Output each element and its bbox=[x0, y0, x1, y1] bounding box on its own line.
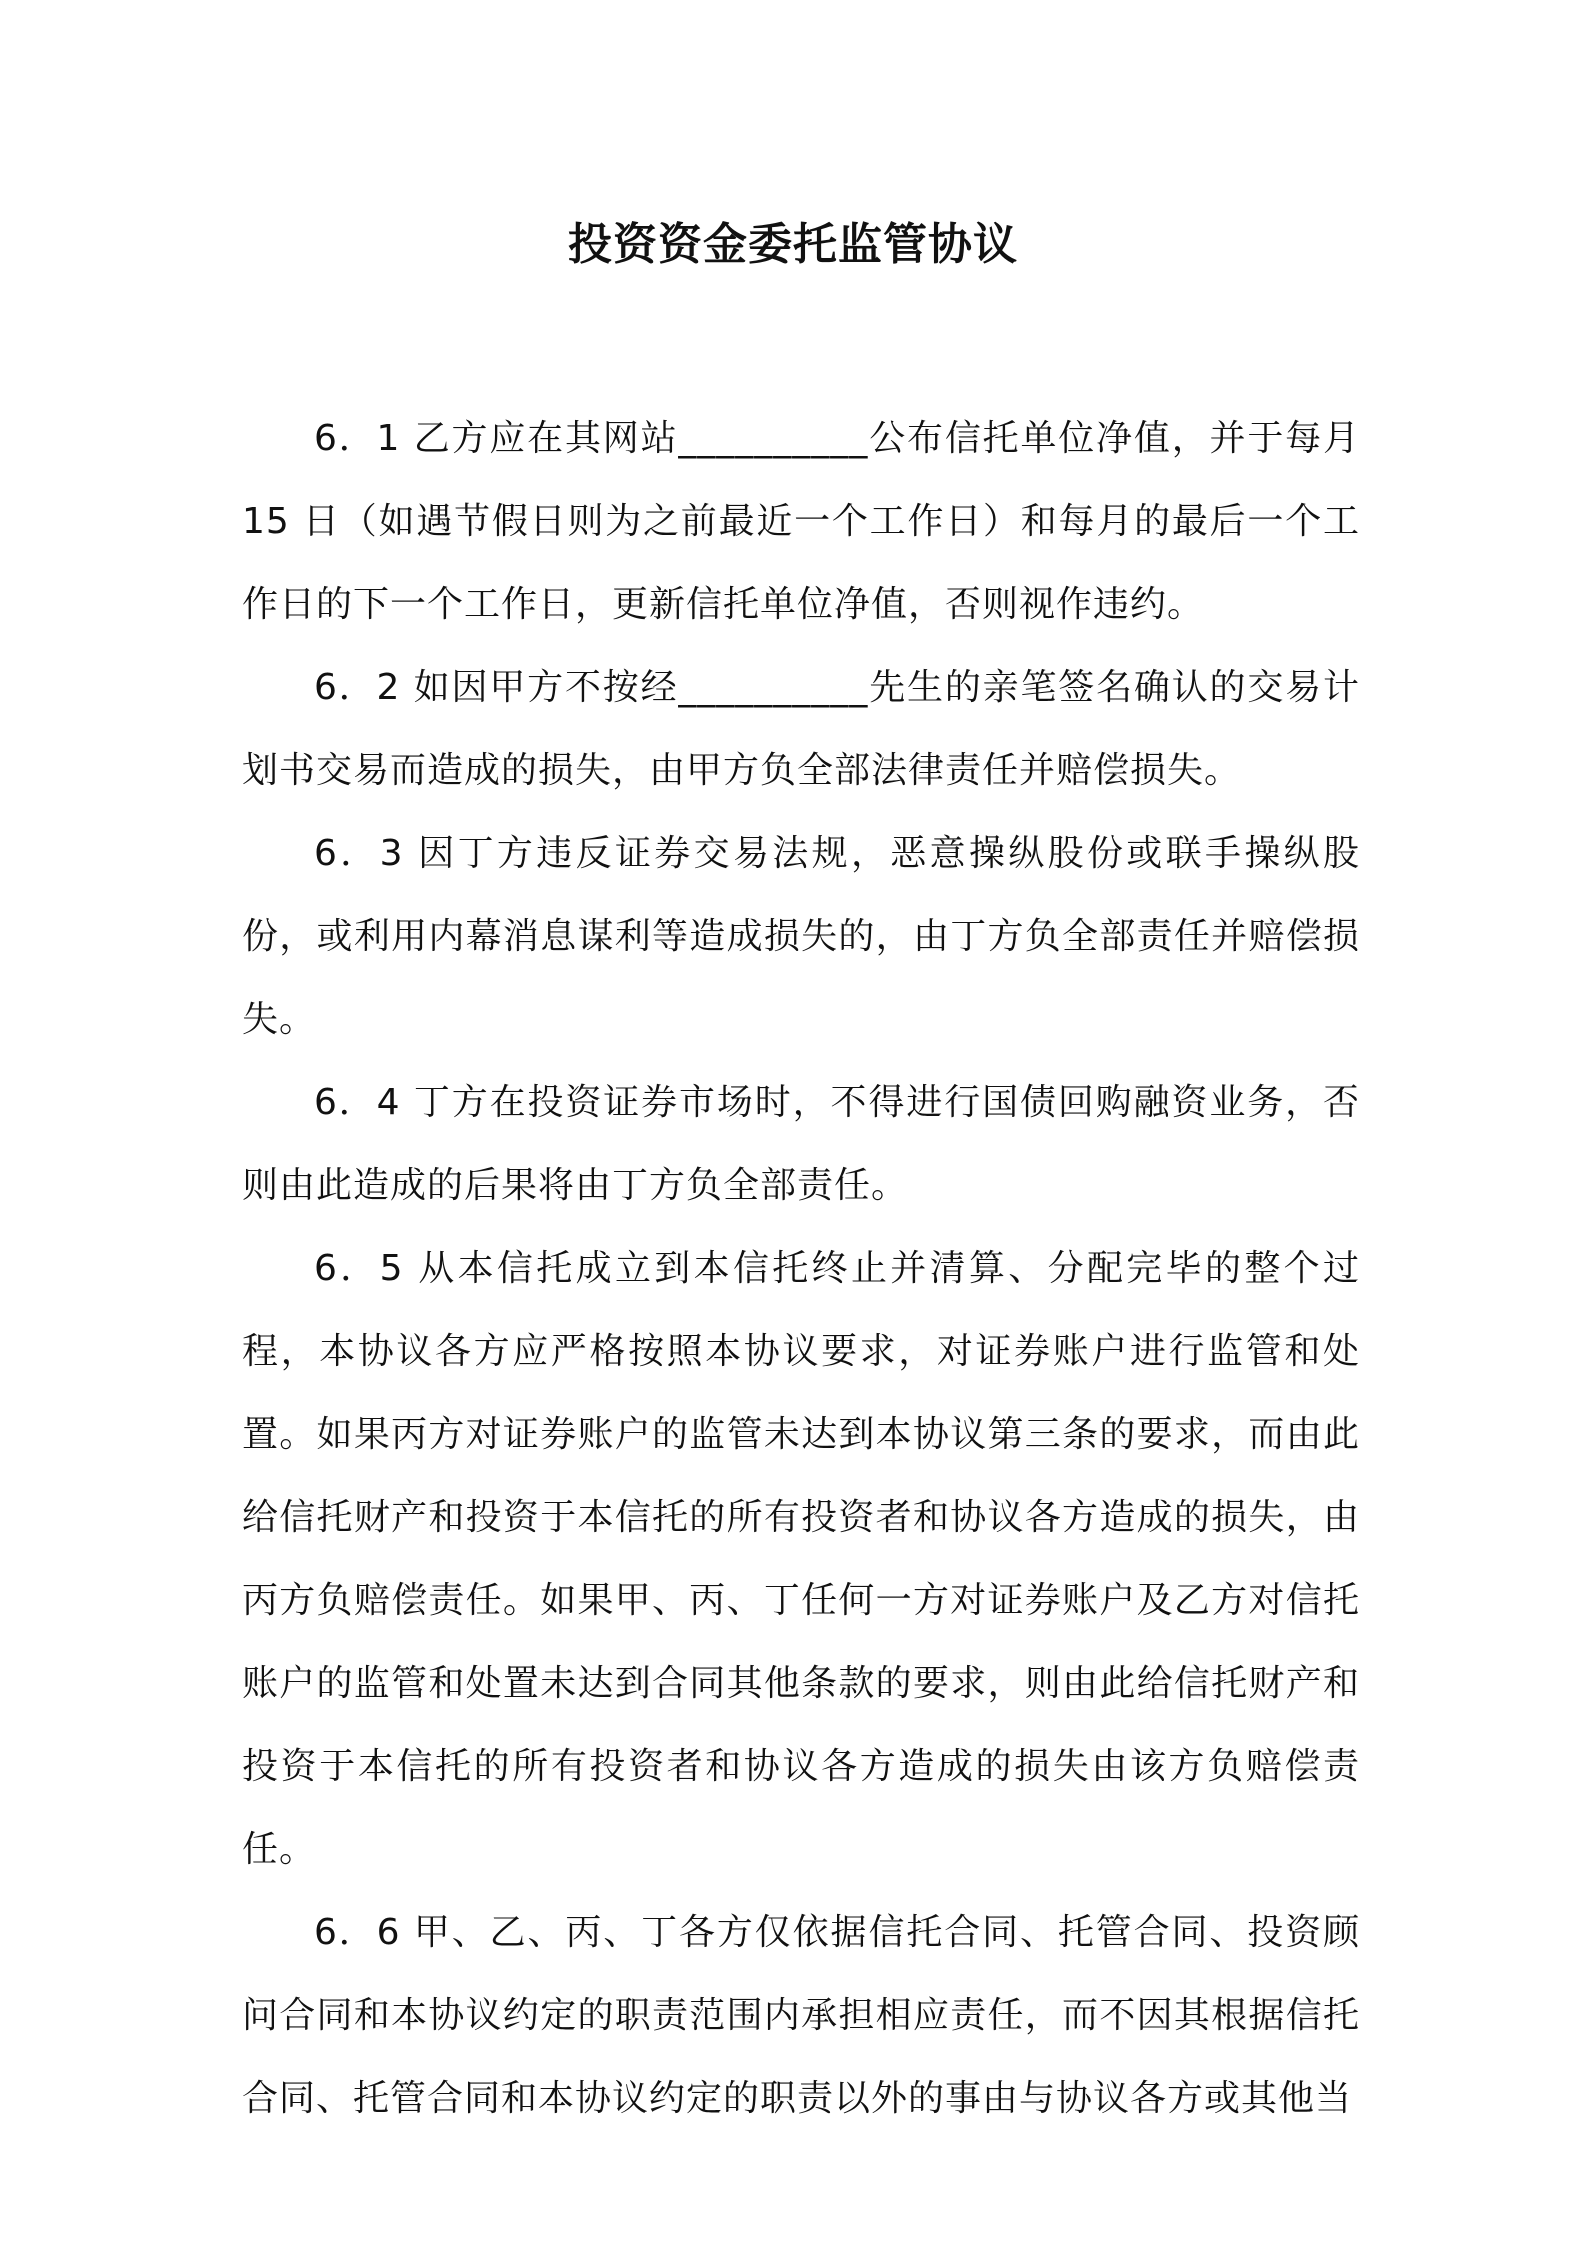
document-body bbox=[242, 397, 1360, 2140]
clause-6-4: 6．4 丁方在投资证券市场时，不得进行国债回购融资业务，否则由此造成的后果将由丁方负全部责任。 bbox=[242, 1082, 1360, 1206]
clause-6-5: 6．5 从本信托成立到本信托终止并清算、分配完毕的整个过程，本协议各方应严格按照本协议要求，对证券账户进行监管和处置。如果丙方对证券账户的监管未达到本协议第三条的要求，而由此给信托财产和投资于本信托的所有投资者和协议各方造成的损失，由丙方负赔偿责任。如果甲、丙、丁任何一方对证券账户及乙方对信托账户的监管和处置未达到合同其他条款的要求，则由此给信托财产和投资于本信托的所有投资者和协议各方造成的损失由该方负赔偿责任。 bbox=[242, 1248, 1360, 1870]
clause-6-1: 6．1 乙方应在其网站__________公布信托单位净值，并于每月15 日（如遇节假日则为之前最近一个工作日）和每月的最后一个工作日的下一个工作日，更新信托单位净值，否则视作违约。 bbox=[242, 418, 1360, 625]
document-title: 投资资金委托监管协议 bbox=[568, 219, 1018, 270]
clause-6-3: 6．3 因丁方违反证券交易法规，恶意操纵股份或联手操纵股份，或利用内幕消息谋利等造成损失的，由丁方负全部责任并赔偿损失。 bbox=[242, 833, 1360, 1040]
clause-6-6: 6．6 甲、乙、丙、丁各方仅依据信托合同、托管合同、投资顾问合同和本协议约定的职责范围内承担相应责任，而不因其根据信托合同、托管合同和本协议约定的职责以外的事由与协议各方或其他当 bbox=[242, 1912, 1360, 2119]
clause-6-2: 6．2 如因甲方不按经__________先生的亲笔签名确认的交易计划书交易而造成的损失，由甲方负全部法律责任并赔偿损失。 bbox=[242, 667, 1360, 791]
